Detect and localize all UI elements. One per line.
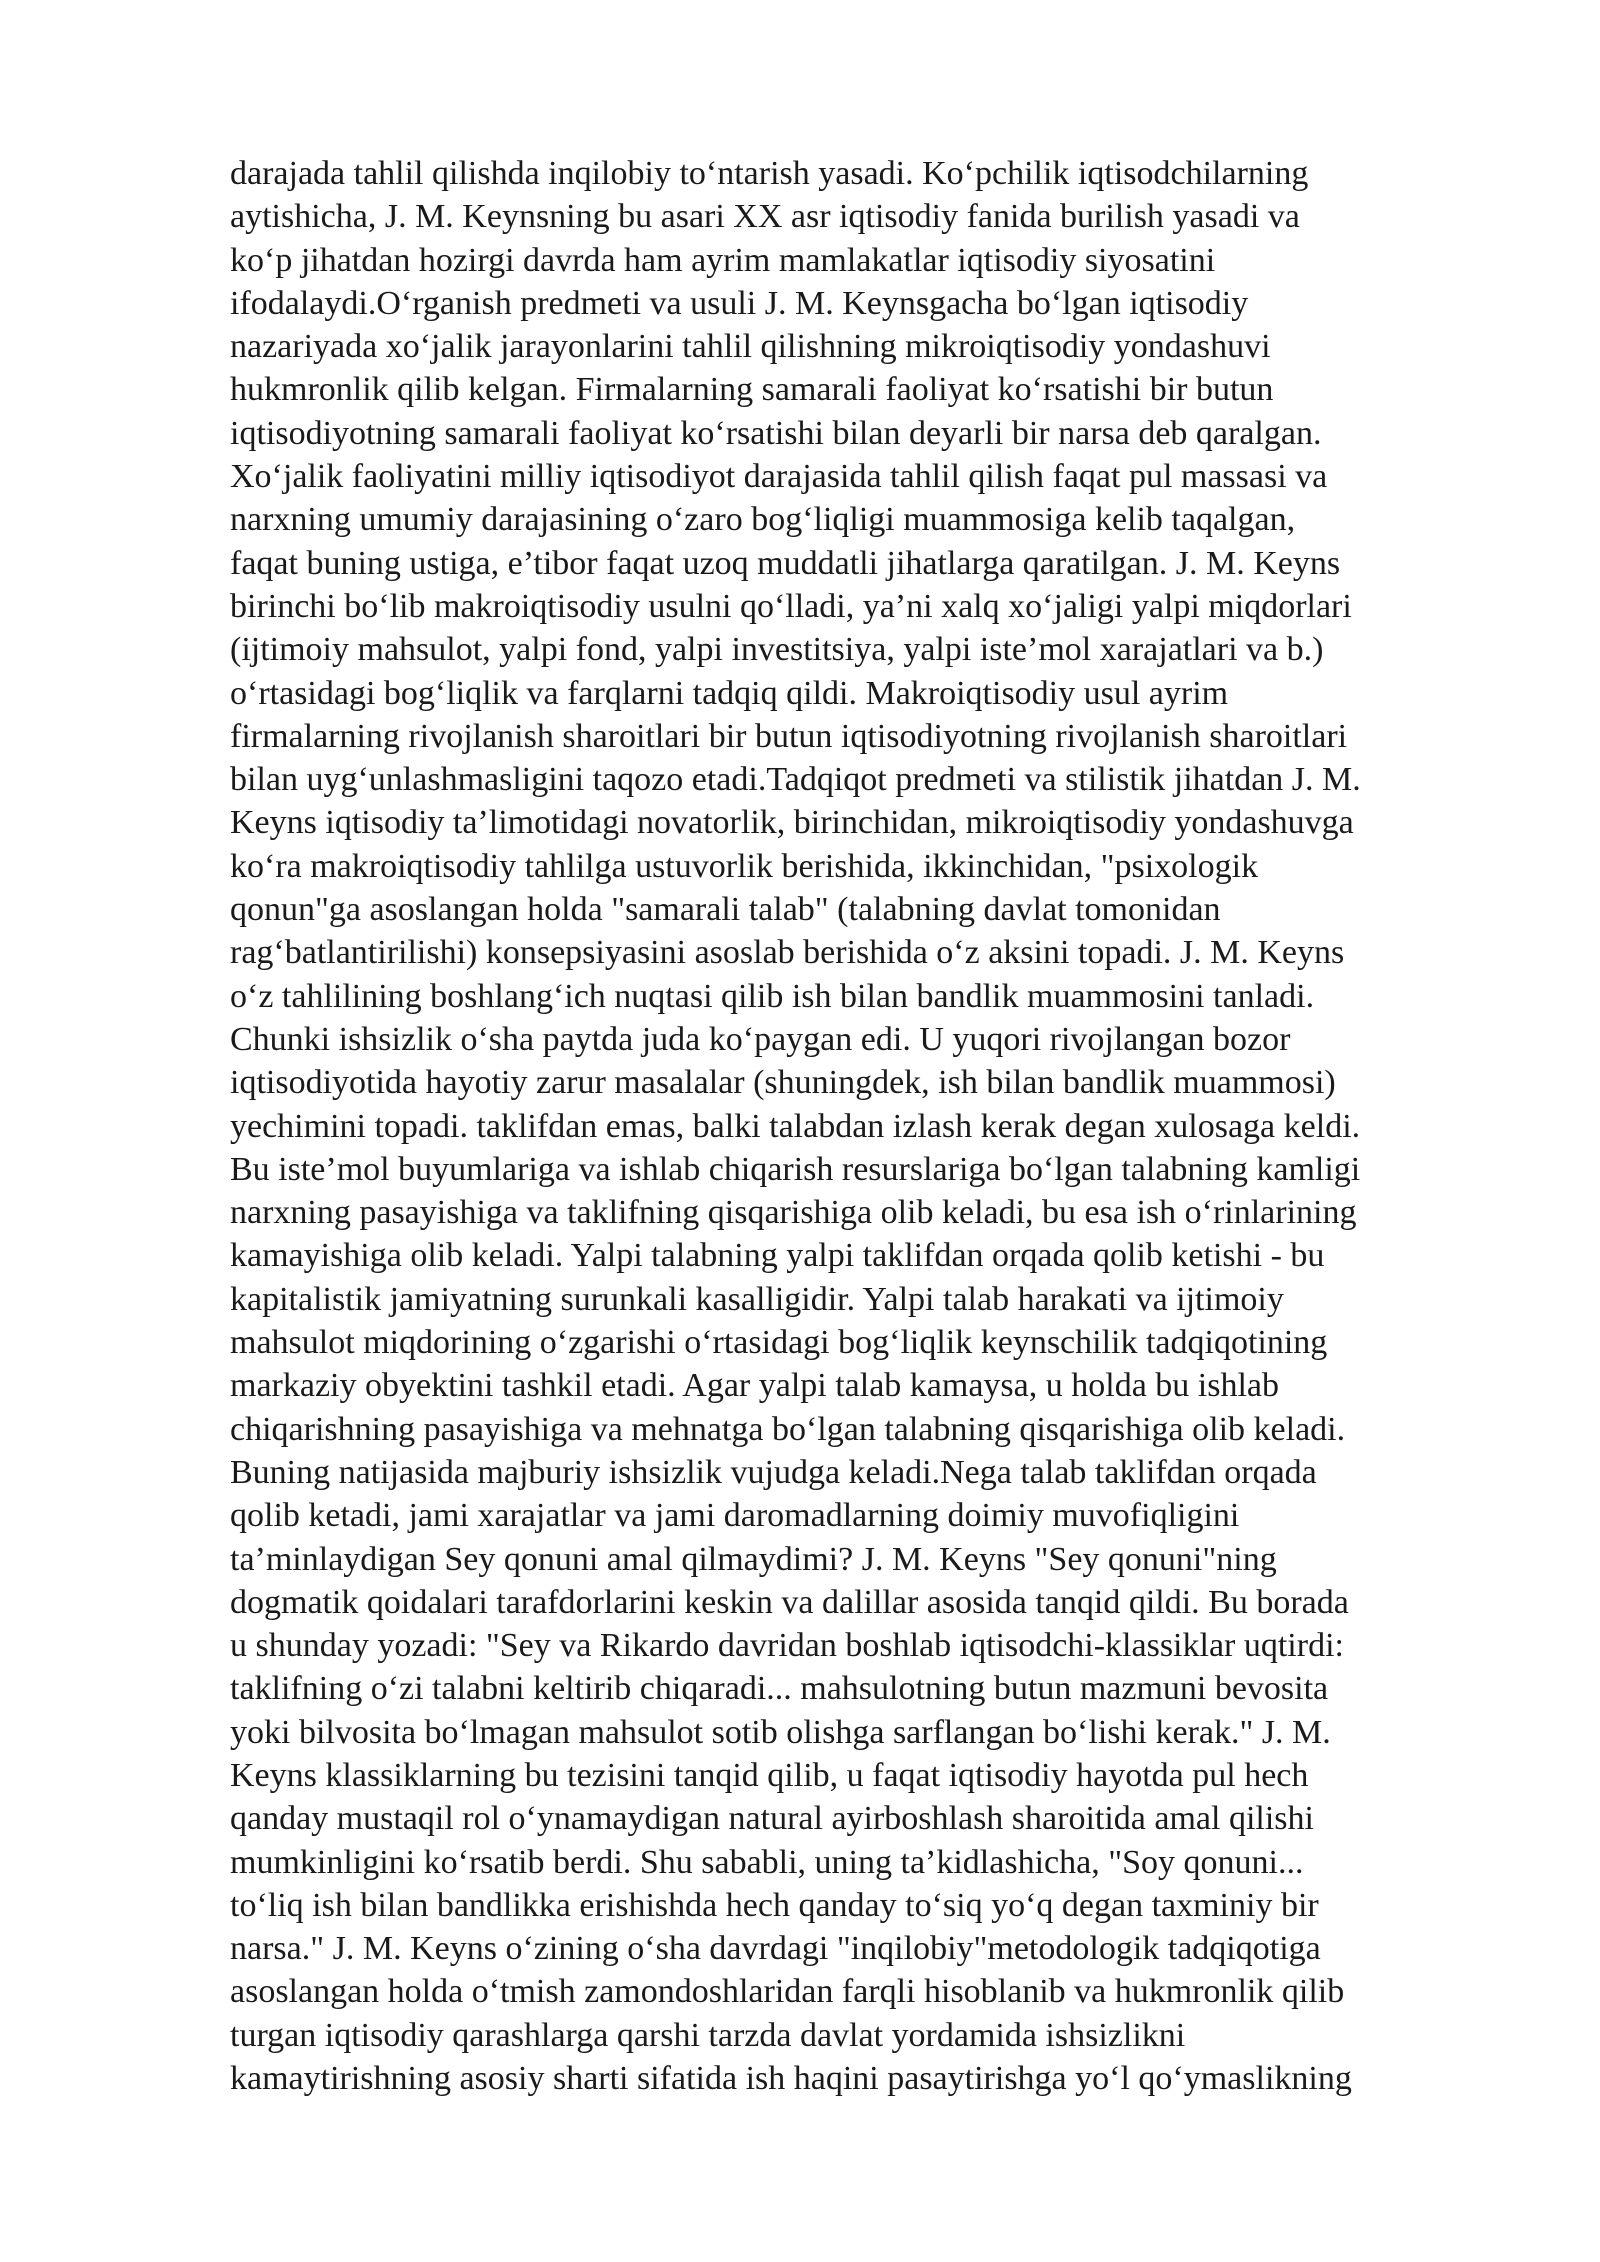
text-line: Keyns iqtisodiy ta’limotidagi novatorlik, birinchidan, mikroiqtisodiy yondashuvga: [230, 804, 1354, 842]
text-line: to‘liq ish bilan bandlikka erishishda hech qanday to‘siq yo‘q degan taxminiy bir: [230, 1886, 1319, 1924]
text-line: ta’minlaydigan Sey qonuni amal qilmaydimi? J. M. Keyns "Sey qonuni"ning: [230, 1540, 1277, 1578]
text-line: yechimini topadi. taklifdan emas, balki talabdan izlash kerak degan xulosaga keldi.: [230, 1107, 1361, 1145]
text-line: nazariyada xo‘jalik jarayonlarini tahlil qilishning mikroiqtisodiy yondashuvi: [230, 328, 1271, 366]
text-line: Keyns klassiklarning bu tezisini tanqid qilib, u faqat iqtisodiy hayotda pul hech: [230, 1756, 1309, 1794]
text-line: o‘z tahlilining boshlang‘ich nuqtasi qilib ish bilan bandlik muammosini tanladi.: [230, 977, 1315, 1015]
text-line: iqtisodiyotning samarali faoliyat ko‘rsatishi bilan deyarli bir narsa deb qaralgan.: [230, 414, 1322, 452]
text-line: Chunki ishsizlik o‘sha paytda juda ko‘paygan edi. U yuqori rivojlangan bozor: [230, 1020, 1291, 1058]
text-line: Xo‘jalik faoliyatini milliy iqtisodiyot darajasida tahlil qilish faqat pul massasi va: [230, 458, 1328, 496]
text-line: markaziy obyektini tashkil etadi. Agar yalpi talab kamaysa, u holda bu ishlab: [230, 1367, 1280, 1405]
text-line: o‘rtasidagi bog‘liqlik va farqlarni tadqiq qildi. Makroiqtisodiy usul ayrim: [230, 674, 1229, 712]
text-line: ifodalaydi.O‘rganish predmeti va usuli J. M. Keynsgacha bo‘lgan iqtisodiy: [230, 284, 1249, 322]
text-line: birinchi bo‘lib makroiqtisodiy usulni qo‘lladi, ya’ni xalq xo‘jaligi yalpi miqdorlari: [230, 587, 1352, 625]
text-line: bilan uyg‘unlashmasligini taqozo etadi.Tadqiqot predmeti va stilistik jihatdan J. M.: [230, 761, 1361, 799]
text-line: chiqarishning pasayishiga va mehnatga bo‘lgan talabning qisqarishiga olib keladi.: [230, 1410, 1346, 1448]
text-line: darajada tahlil qilishda inqilobiy to‘ntarish yasadi. Ko‘pchilik iqtisodchilarning: [230, 155, 1309, 192]
text-line: Bu iste’mol buyumlariga va ishlab chiqarish resurslariga bo‘lgan talabning kamligi: [230, 1150, 1361, 1188]
text-line: mumkinligini ko‘rsatib berdi. Shu sababli, uning ta’kidlashicha, "Soy qonuni...: [230, 1843, 1304, 1881]
text-line: aytishicha, J. M. Keynsning bu asari XX asr iqtisodiy fanida burilish yasadi va: [230, 198, 1300, 236]
text-line: narsa." J. M. Keyns o‘zining o‘sha davrdagi "inqilobiy"metodologik tadqiqotiga: [230, 1930, 1321, 1968]
text-line: qonun"ga asoslangan holda "samarali talab" (talabning davlat tomonidan: [230, 891, 1221, 929]
text-line: (ijtimoiy mahsulot, yalpi fond, yalpi investitsiya, yalpi iste’mol xarajatlari va b.): [230, 631, 1324, 669]
text-line: ko‘p jihatdan hozirgi davrda ham ayrim mamlakatlar iqtisodiy siyosatini: [230, 241, 1216, 279]
text-line: dogmatik qoidalari tarafdorlarini keskin va dalillar asosida tanqid qildi. Bu borada: [230, 1583, 1349, 1621]
text-line: faqat buning ustiga, e’tibor faqat uzoq muddatli jihatlarga qaratilgan. J. M. Keyns: [230, 544, 1341, 582]
text-line: kapitalistik jamiyatning surunkali kasalligidir. Yalpi talab harakati va ijtimoiy: [230, 1280, 1284, 1318]
text-line: taklifning o‘zi talabni keltirib chiqaradi... mahsulotning butun mazmuni bevosita: [230, 1670, 1329, 1708]
text-line: asoslangan holda o‘tmish zamondoshlaridan farqli hisoblanib va hukmronlik qilib: [230, 1973, 1345, 2011]
text-line: qolib ketadi, jami xarajatlar va jami daromadlarning doimiy muvofiqligini: [230, 1497, 1240, 1535]
text-line: kamayishiga olib keladi. Yalpi talabning yalpi taklifdan orqada qolib ketishi - bu: [230, 1237, 1325, 1275]
text-line: mahsulot miqdorining o‘zgarishi o‘rtasidagi bog‘liqlik keynschilik tadqiqotining: [230, 1324, 1328, 1362]
text-line: yoki bilvosita bo‘lmagan mahsulot sotib olishga sarflangan bo‘lishi kerak." J. M.: [230, 1713, 1331, 1751]
text-line: iqtisodiyotida hayotiy zarur masalalar (shuningdek, ish bilan bandlik muammosi): [230, 1064, 1336, 1102]
text-line: firmalarning rivojlanish sharoitlari bir butun iqtisodiyotning rivojlanish sharoitlari: [230, 717, 1348, 755]
text-line: qanday mustaqil rol o‘ynamaydigan natural ayirboshlash sharoitida amal qilishi: [230, 1800, 1314, 1838]
text-line: Buning natijasida majburiy ishsizlik vujudga keladi.Nega talab taklifdan orqada: [230, 1453, 1317, 1491]
text-line: turgan iqtisodiy qarashlarga qarshi tarzda davlat yordamida ishsizlikni: [230, 2016, 1186, 2054]
text-line: u shunday yozadi: "Sey va Rikardo davridan boshlab iqtisodchi-klassiklar uqtirdi:: [230, 1627, 1344, 1665]
text-line: narxning umumiy darajasining o‘zaro bog‘liqligi muammosiga kelib taqalgan,: [230, 501, 1296, 539]
text-line: rag‘batlantirilishi) konsepsiyasini asoslab berishida o‘z aksini topadi. J. M. Keyns: [230, 934, 1345, 972]
text-line: hukmronlik qilib kelgan. Firmalarning samarali faoliyat ko‘rsatishi bir butun: [230, 371, 1274, 409]
text-line: kamaytirishning asosiy sharti sifatida ish haqini pasaytirishga yo‘l qo‘ymaslikning: [230, 2060, 1352, 2098]
body-text: [230, 152, 1480, 2100]
text-line: narxning pasayishiga va taklifning qisqarishiga olib keladi, bu esa ish o‘rinlarining: [230, 1194, 1357, 1232]
text-line: ko‘ra makroiqtisodiy tahlilga ustuvorlik berishida, ikkinchidan, "psixologik: [230, 847, 1259, 885]
